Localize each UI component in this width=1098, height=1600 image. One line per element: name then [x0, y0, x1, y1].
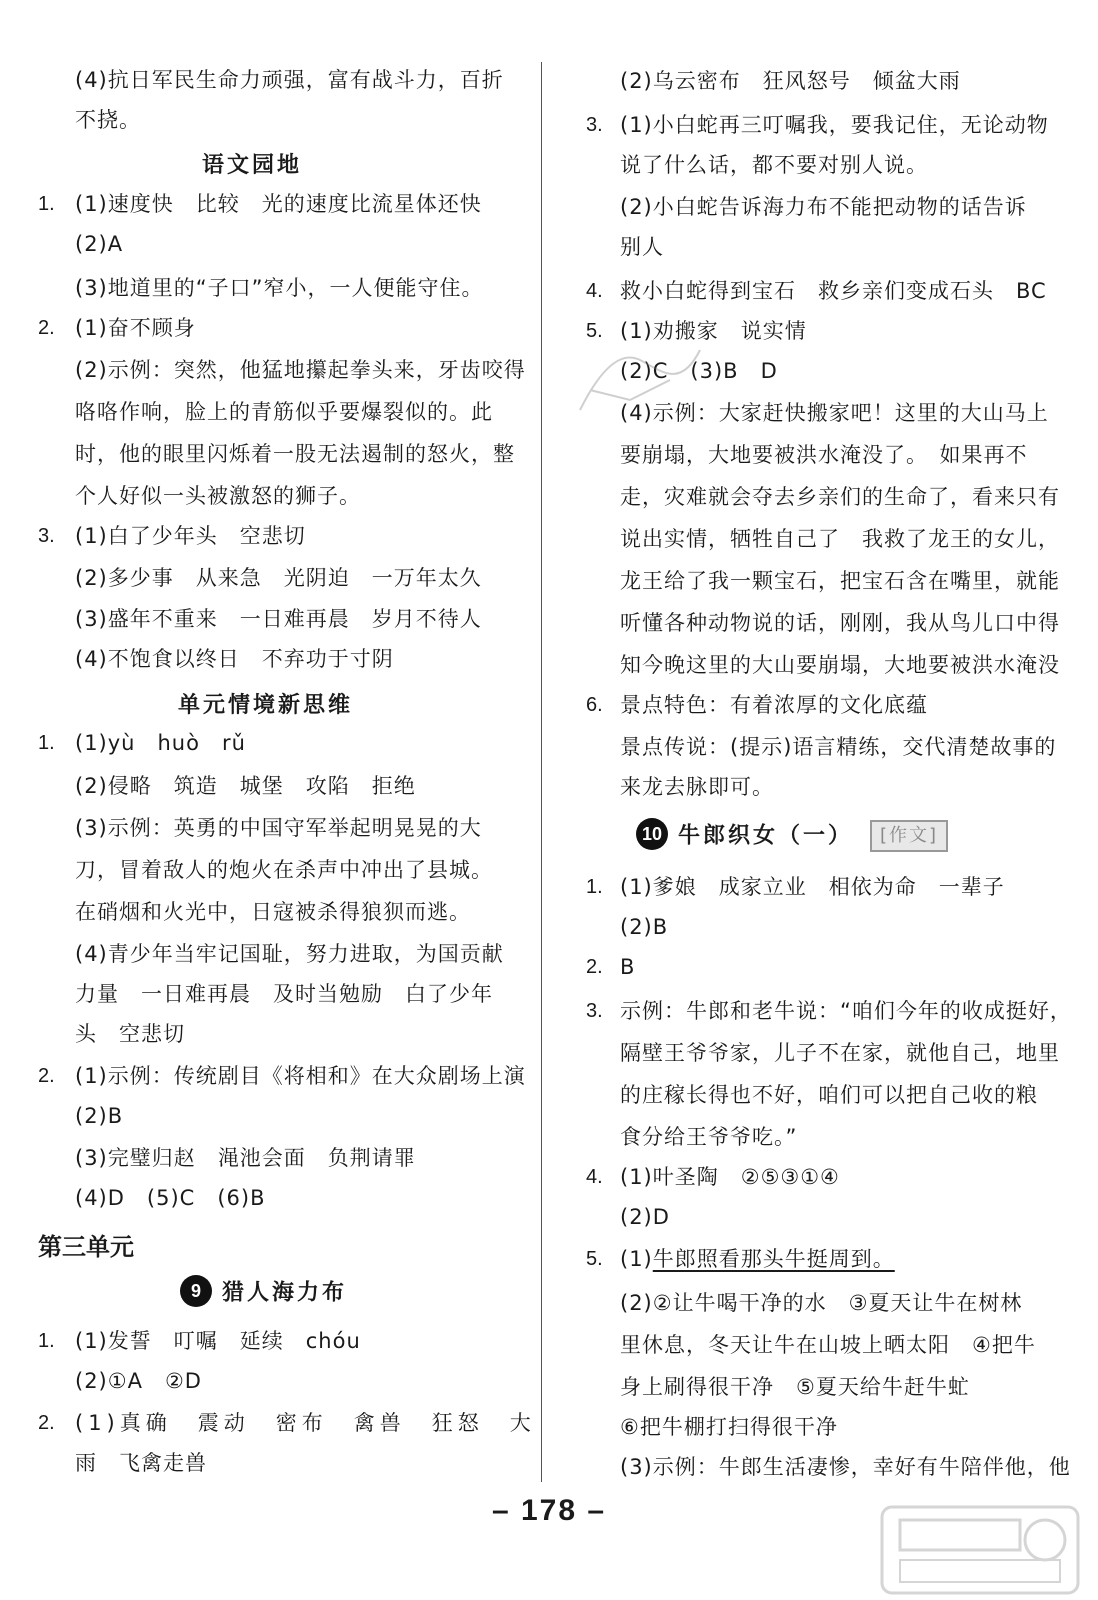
answer-line: 说出实情，牺牲自己了 我救了龙王的女儿，: [620, 527, 1060, 551]
handwritten-watermark: [570, 330, 710, 430]
answer-line: (2)②让牛喝干净的水 ③夏天让牛在树林: [620, 1291, 1023, 1315]
question-number: 2.: [38, 1412, 55, 1434]
answer-line: (4)青少年当牢记国耻，努力进取，为国贡献: [75, 942, 504, 966]
answer-line: 来龙去脉即可。: [620, 775, 774, 799]
answer-line: (1)发誓 叮嘱 延续 chóu: [75, 1329, 361, 1353]
answer-line: (3)示例：牛郎生活凄惨，幸好有牛陪伴他，他: [620, 1455, 1071, 1479]
answer-line: 食分给王爷爷吃。”: [620, 1125, 798, 1149]
answer-line: 雨 飞禽走兽: [75, 1451, 207, 1475]
lesson-9-heading: [180, 1275, 347, 1307]
answer-line: 听懂各种动物说的话，刚刚，我从鸟儿口中得: [620, 611, 1060, 635]
answer-prefix: (1): [620, 1247, 653, 1271]
section-heading-danyuan-qingjing: 单元情境新思维: [178, 693, 354, 718]
answer-line: 头 空悲切: [75, 1022, 185, 1046]
answer-line: (2)多少事 从来急 光阴迫 一万年太久: [75, 566, 482, 590]
answer-line: (2)B: [620, 915, 669, 939]
lesson-title: 猎人海力布: [222, 1280, 348, 1306]
lesson-title: 牛郎织女（一）: [678, 823, 854, 849]
answer-line: (3)盛年不重来 一日难再晨 岁月不待人: [75, 607, 482, 631]
question-number: 2.: [38, 317, 55, 339]
lesson-number-badge: 9: [180, 1275, 212, 1307]
stamp-graphic: [作文]: [870, 820, 948, 852]
answer-line: B: [620, 955, 636, 979]
answer-line: (4)示例：大家赶快搬家吧！这里的大山马上: [620, 401, 1049, 425]
page-number: – 178 –: [491, 1494, 607, 1527]
answer-line: (2)①A ②D: [75, 1369, 202, 1393]
answer-line: (1)yù huò rǔ: [75, 731, 246, 755]
answer-line: 的庄稼长得也不好，咱们可以把自己收的粮: [620, 1083, 1038, 1107]
answer-line: ⑥把牛棚打扫得很干净: [620, 1415, 838, 1439]
answer-line: (3)地道里的“子口”窄小，一人便能守住。: [75, 276, 484, 300]
question-number: 1.: [38, 1330, 55, 1352]
answer-line: 要崩塌，大地要被洪水淹没了。 如果再不: [620, 443, 1028, 467]
answer-line: 个人好似一头被激怒的狮子。: [75, 484, 361, 508]
answer-line: (4)抗日军民生命力顽强，富有战斗力，百折: [75, 68, 504, 92]
answer-line: 龙王给了我一颗宝石，把宝石含在嘴里，就能: [620, 569, 1060, 593]
answer-line: (1)白了少年头 空悲切: [75, 524, 306, 548]
question-number: 1.: [586, 876, 603, 898]
answer-line: (2)乌云密布 狂风怒号 倾盆大雨: [620, 69, 961, 93]
answer-line: 知今晚这里的大山要崩塌，大地要被洪水淹没: [620, 653, 1060, 677]
section-heading-yuwen-yuandi: 语文园地: [202, 153, 303, 178]
answer-line: (4)D (5)C (6)B: [75, 1186, 266, 1210]
answer-line: (2)A: [75, 232, 124, 256]
answer-line: 身上刷得很干净 ⑤夏天给牛赶牛虻: [620, 1375, 970, 1399]
answer-line: 隔壁王爷爷家，儿子不在家，就他自己，地里: [620, 1041, 1060, 1065]
answer-line: (1)奋不顾身: [75, 316, 196, 340]
answer-line: (1)速度快 比较 光的速度比流星体还快: [75, 192, 482, 216]
site-logo-watermark: [880, 1505, 1080, 1595]
question-number: 5.: [586, 320, 603, 342]
answer-line: (2)D: [620, 1205, 670, 1229]
answer-line: 走，灾难就会夺去乡亲们的生命了，看来只有: [620, 485, 1060, 509]
answer-line: 里休息，冬天让牛在山坡上晒太阳 ④把牛: [620, 1333, 1036, 1357]
answer-line: 在硝烟和火光中，日寇被杀得狼狈而逃。: [75, 900, 471, 924]
question-number: 4.: [586, 1166, 603, 1188]
answer-line: 救小白蛇得到宝石 救乡亲们变成石头 BC: [620, 279, 1047, 303]
answer-line: 刀，冒着敌人的炮火在杀声中冲出了县城。: [75, 858, 493, 882]
answer-line: 别人: [620, 235, 664, 259]
answer-line: (1)劝搬家 说实情: [620, 319, 807, 343]
question-number: 1.: [38, 732, 55, 754]
question-number: 6.: [586, 694, 603, 716]
answer-line: (3)示例：英勇的中国守军举起明晃晃的大: [75, 816, 482, 840]
answer-line: 景点传说：(提示)语言精练，交代清楚故事的: [620, 735, 1057, 759]
answer-line: (1)爹娘 成家立业 相依为命 一辈子: [620, 875, 1005, 899]
answer-line: 不挠。: [75, 108, 141, 132]
column-divider: [541, 62, 542, 1482]
question-number: 4.: [586, 280, 603, 302]
answer-line: (2)B: [75, 1104, 124, 1128]
answer-line: (1)真确 震动 密布 禽兽 狂怒 大: [75, 1411, 536, 1435]
answer-line: (3)完璧归赵 渑池会面 负荆请罪: [75, 1146, 416, 1170]
answer-line: (2)C (3)B D: [620, 359, 778, 383]
answer-line: [620, 1246, 895, 1272]
question-number: 5.: [586, 1248, 603, 1270]
answer-line: (2)示例：突然，他猛地攥起拳头来，牙齿咬得: [75, 358, 526, 382]
question-number: 3.: [586, 1000, 603, 1022]
answer-line: 力量 一日难再晨 及时当勉励 白了少年: [75, 982, 493, 1006]
answer-line: 示例：牛郎和老牛说：“咱们今年的收成挺好，: [620, 999, 1072, 1023]
answer-line: (2)小白蛇告诉海力布不能把动物的话告诉: [620, 195, 1027, 219]
answer-line: (2)侵略 筑造 城堡 攻陷 拒绝: [75, 774, 416, 798]
answer-line: (1)叶圣陶 ②⑤③①④: [620, 1165, 840, 1189]
lesson-10-heading: [636, 818, 853, 850]
question-number: 2.: [586, 956, 603, 978]
answer-line: (1)示例：传统剧目《将相和》在大众剧场上演: [75, 1064, 526, 1088]
answer-line: (4)不饱食以终日 不弃功于寸阴: [75, 647, 394, 671]
answer-line: 咯咯作响，脸上的青筋似乎要爆裂似的。此: [75, 400, 493, 424]
unit-title: 第三单元: [38, 1233, 134, 1261]
answer-line: 时，他的眼里闪烁着一股无法遏制的怒火，整: [75, 442, 515, 466]
question-number: 2.: [38, 1065, 55, 1087]
underlined-answer: 牛郎照看那头牛挺周到。: [652, 1247, 895, 1271]
question-number: 3.: [38, 525, 55, 547]
answer-line: 景点特色：有着浓厚的文化底蕴: [620, 693, 928, 717]
question-number: 3.: [586, 114, 603, 136]
lesson-number-badge: 10: [636, 818, 668, 850]
answer-line: 说了什么话，都不要对别人说。: [620, 153, 928, 177]
question-number: 1.: [38, 193, 55, 215]
answer-line: (1)小白蛇再三叮嘱我，要我记住，无论动物: [620, 113, 1049, 137]
